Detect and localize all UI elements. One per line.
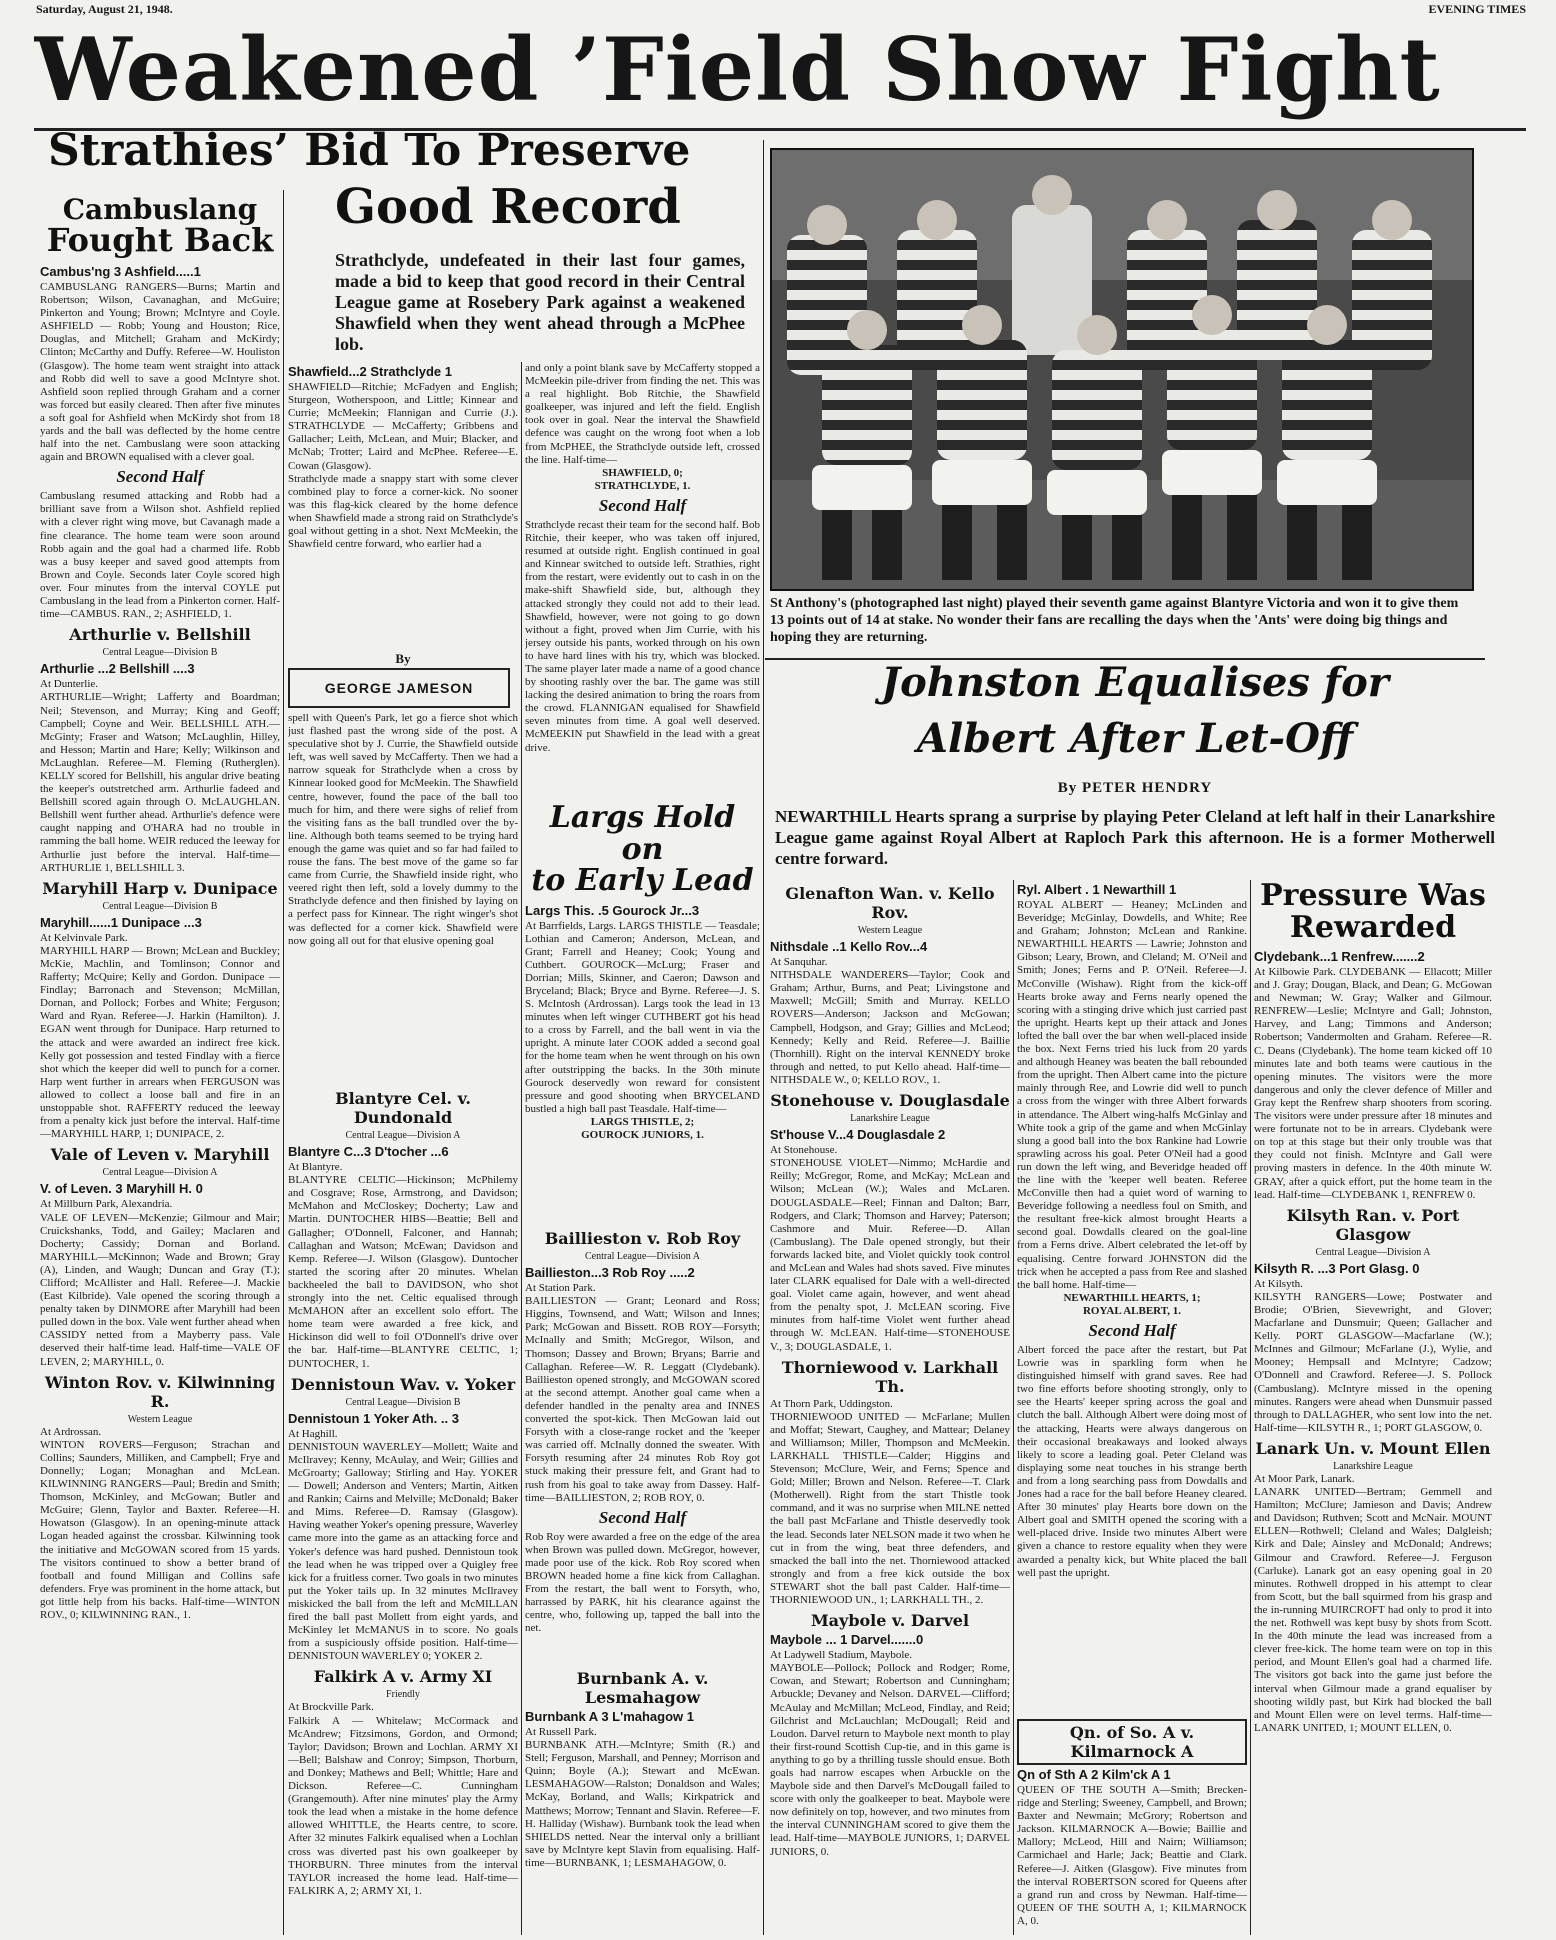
clydebank-report: At Kilbowie Park. CLYDEBANK — Ellacott; Miller and J. Gray; Dougan, Black, and Dean; G. McGowan and Newman; W. Gray; Walker and Gilmour. RENFREW—Leslie; McIntyre and Gall; Johnston, Harvey, and Lang; Timmons and Anderson; Robertson; Vandermolten and Graham. Referee—R. C. Deans (Clydebank). The home team kicked off 10 minutes late and both teams were cautious in the opening minutes. The visitors were the more dangerous and only the clever defence of Miller and Gray kept the Renfrew sharp shooters from scoring. The visitors were under pressure after 18 minutes and were fortunate not to be in arrears. Clydebank were on top at this stage but their only trouble was that they could not finish. McIntyre and Gall were proving masters in defence. In the 40th minute W. GRAY, after a quick effort, put the home team in the lead. Half-time—CLYDEBANK 1, RENFREW 0. xyxy=(1254,966,1492,1201)
game-title: Arthurlie v. Bellshill xyxy=(69,625,251,645)
game-title: Qn. of So. A v. Kilmarnock A xyxy=(1017,1719,1247,1765)
byline-by: By xyxy=(395,651,411,666)
game-title: Winton Rov. v. Kilwinning R. xyxy=(44,1372,276,1411)
baillieston-story xyxy=(525,1225,760,1665)
game-report: WINTON ROVERS—Ferguson; Strachan and Collins; Saunders, Milliken, and Campbell; Frye and Donnelly; Logan; Monaghan and McLean. KILWINNING RANGERS—Paul; Bredin and Smith; Thomson, McKinley, and McGowan; Butler and McGuire; Glenn, Taylor and Baxter. Referee—H. Howatson (Glasgow). In an opening-minute attack Logan headed against the crossbar. Kilwinning took the initiative and McGOWAN scored from 15 yards. The visitors continued to show a better brand of football and found Milligan and Collins safe defenders. Frye was prominent in the home attack, but got little help from his backs. Half-time—WINTON ROV., 0; KILWINNING RAN., 1. xyxy=(40,1438,280,1622)
game-venue: At Sanquhar. xyxy=(770,956,828,969)
game-report: BAILLIESTON — Grant; Leonard and Ross; Higgins, Townsend, and Watt; Wilson and Innes; Park; McGowan and Bissett. ROB ROY—Forsyth; McInally and Smith; McGregor, Wilson, and Thomson; Dassey and Brown; Bryans; Barrie and Callaghan. Referee—W. R. Leggatt (Clydebank). Baillieston opened strongly, and McGOWAN scored at the second attempt. Another goal came when a defender handled in the penalty area and INNES converted the spot-kick. Then McGowan laid out Forsyth with a close-range rocket and the 'keeper was carried off. McInally donned the sweater. With Forsyth resuming after 24 minutes Rob Roy got stuck making their pressure felt, and Grant had to rush from his goal to take away from Dassey. Half-time—BAILLIESTON, 2; ROB ROY, 0. xyxy=(525,1295,760,1504)
photo-caption: St Anthony's (photographed last night) played their seventh game against Blantyre Victoria and won it to give them 13 points out of 14 at stake. No wonder their fans are recalling the days when the 'Ants' were doing big things and hoping they are returning. xyxy=(770,596,1459,645)
game-block xyxy=(770,1358,1010,1608)
game-report: NITHSDALE WANDERERS—Taylor; Cook and Graham; Arthur, Burns, and Peat; Livingstone and Maxwell; McGill; Smith and Murray. KELLO ROVERS—Anderson; Jackson and McGowan; Campbell, Hodgson, and Gray; Gillies and McLeod; Kennedy; Kelly and Reid. Referee—J. Baillie (Thornhill). Right on the interval KENNEDY broke through and netted, to put Kello ahead. Half-time—NITHSDALE W., 0; KELLO ROV., 1. xyxy=(770,969,1010,1086)
column-right xyxy=(1254,880,1492,1935)
game-league: Lanarkshire League xyxy=(850,1113,930,1125)
burnbank-story xyxy=(525,1665,760,1935)
game-venue: At Kilsyth. xyxy=(1254,1277,1303,1290)
game-title: Dennistoun Wav. v. Yoker xyxy=(290,1374,516,1394)
game-report-2: Rob Roy were awarded a free on the edge of the area when Brown was pulled down. McGregor, however, made poor use of the kick. Rob Roy scored when BROWN headed home a fine kick from Callaghan. From the restart, the ball went to Forsyth, who, harrassed by PARK, hit his clearance against the centre, who, following up, tapped the ball into the net. xyxy=(525,1530,760,1635)
masthead-date: Saturday, August 21, 1948. xyxy=(36,2,173,16)
albert-ht-1: NEWARTHILL HEARTS, 1; xyxy=(1063,1291,1201,1304)
game-venue: At Haghill. xyxy=(288,1427,338,1440)
game-title: Blantyre Cel. v. Dundonald xyxy=(335,1089,471,1127)
game-title: Falkirk A v. Army XI xyxy=(313,1667,493,1687)
strathclyde-teams: SHAWFIELD—Ritchie; McFadyen and English; Sturgeon, Wotherspoon, and Little; Kinnear and Currie; McMeekin; Flannigan and Currie (J.). STRATHCLYDE — McCafferty; Gribbens and Gallacher; Leith, McLean, and Muir; Blacker, and McNab; Trotter; Laird and McPhee. Referee—E. Cowan (Glasgow). xyxy=(288,381,518,472)
game-title: Thorniewood v. Larkhall Th. xyxy=(781,1357,999,1396)
game-report: STONEHOUSE VIOLET—Nimmo; McHardie and Reilly; McGregor, Rome, and McKay; McLean and Wilson; McLean (W.); Wales and McLaren. DOUGLASDALE—Reel; Finnan and Dalton; Barr, Rodgers, and Clark; Thomson and Harvey; Paterson; Cashmore and Muir. Referee—D. Allan (Cambuslang). The Dale opened strongly, but their forwards lacked bite, and Violet quickly took control and McLean and Wales had shots saved. Five minutes later CLARK equalised for Dale with a well-directed goal. Violet came again, however, and went ahead from the penalty spot, J. McLEAN scoring. Five minutes from half-time Violet went further ahead through W. McLEAN. Half-time—STONEHOUSE V., 3; DOUGLASDALE, 1. xyxy=(770,1157,1010,1353)
column-rule xyxy=(1013,880,1014,1935)
cambuslang-headline-2: Fought Back xyxy=(46,221,274,260)
game-block xyxy=(1254,1439,1492,1735)
game-league: Central League—Division B xyxy=(345,1396,461,1408)
game-venue: At Thorn Park, Uddingston. xyxy=(770,1397,893,1410)
cambuslang-second-half: Second Half xyxy=(116,467,204,487)
game-title: Vale of Leven v. Maryhill xyxy=(50,1145,270,1165)
game-title: Glenafton Wan. v. Kello Rov. xyxy=(785,884,995,922)
game-score: Dennistoun 1 Yoker Ath. .. 3 xyxy=(288,1410,459,1426)
game-score: Arthurlie ...2 Bellshill ....3 xyxy=(40,661,195,677)
game-score: Burnbank A 3 L'mahagow 1 xyxy=(525,1709,694,1724)
game-score: Maybole ... 1 Darvel.......0 xyxy=(770,1632,924,1648)
game-league: Central League—Division A xyxy=(585,1251,700,1262)
albert-second-half: Second Half xyxy=(1088,1321,1176,1340)
albert-headline-2: Albert After Let-Off xyxy=(916,718,1354,762)
game-venue: At Ladywell Stadium, Maybole. xyxy=(770,1649,913,1662)
clydebank-headline-1: Pressure Was xyxy=(1260,880,1486,913)
game-title: Burnbank A. v. Lesmahagow xyxy=(576,1669,709,1707)
strathclyde-headline-1: Strathies’ Bid To Preserve xyxy=(48,128,691,176)
game-score: Qn of Sth A 2 Kilm'ck A 1 xyxy=(1017,1767,1171,1782)
game-report: BLANTYRE CELTIC—Hickinson; McPhilemy and Cosgrave; Rose, Armstrong, and Davidson; McMahon and McCloskey; Docherty; Law and Martin. DUNTOCHER HIBS—Beattie; Bell and Gallagher; O'Donnell, Falconer, and Hannah; Callaghan and Watson; McEwan; Davidson and Kemp. Referee—J. Wilson (Glasgow). Duntocher started the scoring after 20 minutes. Whelan backheeled the ball to DAVIDSON, who shot strongly into the net. Celtic equalised through McMAHON after an excellent solo effort. The home team were awarded a free kick, and Hickinson did well to foil O'Donnell's drive over the bar. Half-time—BLANTYRE CELTIC, 1; DUNTOCHER, 1. xyxy=(288,1174,518,1370)
albert-headline-1: Johnston Equalises for xyxy=(881,662,1389,706)
left-games xyxy=(40,625,280,1622)
game-league: Lanarkshire League xyxy=(1333,1460,1413,1472)
column-rule xyxy=(763,140,764,1935)
game-league: Friendly xyxy=(386,1689,420,1701)
game-venue: At Millburn Park, Alexandria. xyxy=(40,1198,173,1211)
column-ayr xyxy=(770,880,1010,1935)
largs-headline-1: Largs Hold on xyxy=(549,802,736,867)
game-venue: At Dunterlie. xyxy=(40,678,99,691)
column-left xyxy=(40,195,280,1935)
strathclyde-headline-2: Good Record xyxy=(335,182,681,235)
game-report: ARTHURLIE—Wright; Lafferty and Boardman; Neil; Stevenson, and Murray; King and Geoff; Campbell; Coyne and Weir. BELLSHILL ATH.—McGinty; Fraser and Watson; McLaughlin, Hilley, and Hesson; Martin and Hare; Kelly; Wilkinson and McLaughlan. Referee—M. Fleming (Rutherglen). KELLY scored for Bellshill, his angular drive beating the keeper's outstretched arm. Arthurlie fadeed and Bellshill scored again through O. McLAUGHLAN. Bellshill went further ahead. Arthurlie's defence were caught napping and O'HARA had no trouble in ramming the ball home. WEIR reduced the leeway for Arthurlie just before the interval. Half-time—ARTHURLIE 1, BELLSHILL 3. xyxy=(40,691,280,874)
game-score: Blantyre C...3 D'tocher ...6 xyxy=(288,1144,449,1160)
column-rule xyxy=(521,362,522,1935)
column-strathclyde-1b xyxy=(288,712,518,1082)
game-league: Western League xyxy=(857,925,923,936)
game-block xyxy=(1254,1206,1492,1435)
largs-score: Largs This. .5 Gourock Jr...3 xyxy=(525,902,700,918)
game-report: VALE OF LEVEN—McKenzie; Gilmour and Mair; Cruickshanks, Todd, and Gailey; Maclaren and Docherty; Cassidy; Dornan and Borland. MARYHILL—McKinnon; Wade and Brown; Gray (A), Linden, and Waugh; Duncan and Gray (T.); Clifford; McAllister and Hall. Referee—J. Mackie (East Kilbride). Vale opened the scoring through a penalty taken by DINMORE after Maryhill had been pulled down in the box. Vale went further ahead when CASSIDY netted from a Mayberry pass. Vale deserved their half-time lead. Half-time—VALE OF LEVEN, 2; MARYHILL, 0. xyxy=(40,1211,280,1368)
game-title: Baillieston v. Rob Roy xyxy=(544,1229,741,1248)
game-venue: At Kelvinvale Park. xyxy=(40,931,128,944)
largs-ht-1: LARGS THISTLE, 2; xyxy=(590,1115,695,1128)
game-report: DENNISTOUN WAVERLEY—Mollett; Waite and McIlravey; Kenny, McAulay, and Weir; Gillies and McGroarty; Galloway; Stirling and Hay. YOKER — Dowell; Anderson and Venters; Martin, Aitken and Rankin; Cairns and Melville; McDonald; Baker and Mims. Referee—D. Ramsay (Glasgow). Having weather Yoker's opening pressure, Waverley came more into the game as an attacking force and Yoker's defence was hard pushed. Dennistoun took the lead when he was tripped over a Quigley free kick for a fruitless corner. Two goals in two minutes put the Yoker tails up. In 32 minutes McIlravey miskicked the ball from the left and McMILLAN fired the ball past Mollett from eight yards, and McKinley let McMANUS in to score. No goals from a suspiciously offside position. Half-time—DENNISTOUN WAVERLEY 0; YOKER 2. xyxy=(288,1440,518,1663)
game-score: Nithsdale ..1 Kello Rov...4 xyxy=(770,939,928,955)
game-league: Central League—Division B xyxy=(102,647,218,659)
largs-report: At Barrfields, Largs. LARGS THISTLE — Teasdale; Lothian and Cameron; Anderson, McLean, and Grant; Farrell and Heaney; Cook; Young and Cuthbert. GOUROCK—McLurg; Fraser and Dorrian; Mills, Skinner, and Caeron; Dawson and Bryceland; Black; Bryce and Byrne. Referee—J. S. S. McIntosh (Ardrossan). Largs took the lead in 13 minutes when left winger CUTHBERT got his head to a cross by Farrell, and the ball went in via the upright. A minute later COOK added a second goal for the home team when he went through on his own after outstripping the backs. In the 30th minute Gourock deservedly won reward for consistent pressure and good shooting when BRYCELAND bustled a high ball past Teasdale. Half-time— xyxy=(525,919,760,1115)
strathclyde-report-d: Strathclyde recast their team for the second half. Bob Ritchie, their keeper, who was taken off injured, resumed at outside right. English continued in goal and Kinnear switched to outside left. Strathies, right from the restart, were evidently out to cash in on the make-shift Shawfield side, but, although they attacked strongly they could not add to their lead. Shawfield, however, were not going to go down without a fight, proved when Jim Currie, with his jersey outside his pants, worked through on his own to have hard lines with his try, which was blocked. The same player later made a name of a good chance by shooting rashly over the bar. The game was still lacking the desired animation to bring the roars from the crowd. FLANNIGAN equalised for Shawfield seven minutes from time. A goal well deserved. McMEEKIN put Shawfield in the lead with a great drive. xyxy=(525,518,760,754)
column-albert xyxy=(1017,880,1247,1715)
column-strathclyde-1 xyxy=(288,362,518,662)
game-report: KILSYTH RANGERS—Lowe; Postwater and Brodie; O'Brien, Sievewright, and Glover; Macfarlane and Dunsmuir; Queen; Gallacher and Kelly. PORT GLASGOW—Macfarlane (W.); McInnes and Gilmour; McFarlane (J.), Wylie, and Mooney; Hempsall and McIntyre; Cadzow; O'Donnell and Crawford. Referee—J. S. Pollock (Cambuslang). McIntyre missed in the opening minutes. Rangers were ahead when Dunsmuir passed through to DALLAGHER, who sent low into the net. Half-time—KILSYTH R., 1; PORT GLASGOW, 0. xyxy=(1254,1290,1492,1434)
game-report: MAYBOLE—Pollock; Pollock and Rodger; Rome, Cowan, and Stewart; Robertson and Cunningham; Arbuckle; Devaney and Nelson. DARVEL—Clifford; McAulay and McMillan; McLeod, Findlay, and Reid; Gilchrist and McLauchlan; McDougall; Reid and Loudon. Darvel return to Maybole next month to play their first-round Scottish Cup-tie, and in this game is anything to go by a thrilling tussle should ensue. Both goals had narrow escapes when Arbuckle on the Maybole side and then Darvel's McDougall failed to score with only the goalkeeper to beat. Maybole were now definitely on top, however, and two minutes from the interval CUNNINGHAM scored to give them the lead. Half-time—MAYBOLE JUNIORS, 1; DARVEL JUNIORS, 0. xyxy=(770,1662,1010,1858)
game-score: Baillieston...3 Rob Roy .....2 xyxy=(525,1265,695,1281)
cambuslang-headline-1: Cambuslang xyxy=(62,195,258,226)
game-title: Maryhill Harp v. Dunipace xyxy=(42,878,278,898)
game-block xyxy=(40,1145,280,1368)
game-block xyxy=(40,625,280,875)
strathclyde-report-a: Strathclyde made a snappy start with some clever combined play to force a corner-kick. No sooner was this flag-kick cleared by the home defence when Shawfield made a strong raid on Strathclyde's goal without getting in a shot. Next McMeekin, the Shawfield centre forward, who earlier had a xyxy=(288,472,518,551)
albert-lead: NEWARTHILL Hearts sprang a surprise by playing Peter Cleland at left half in their Lanarkshire League game against Royal Albert at Raploch Park this afternoon. He is a former Motherwell centre forward. xyxy=(775,807,1495,868)
queens-story xyxy=(1017,1715,1247,1935)
game-venue: At Station Park. xyxy=(525,1282,596,1295)
strathclyde-ht-1: SHAWFIELD, 0; xyxy=(602,466,683,479)
strathclyde-score: Shawfield...2 Strathclyde 1 xyxy=(288,364,452,379)
game-block xyxy=(40,1373,280,1623)
albert-report-2: Albert forced the pace after the restart, but Pat Lowrie was in sparkling form when he distinguished himself with grand saves. Ree had two fine efforts before shooting strongly, only to see the Hearts' keeper spring across the goal and clutch the ball. Although Albert were doing most of the attacking, Hearts were always dangerous on their occasional breakaways and looked always likely to score a leading goal. Peter Cleland was displaying some neat touches in his strange berth and from a long searching pass from Dowdalls and Jones had a race for the ball before Heaney cleared. After 30 minutes' play Hearts bore down on the Albert goal and SMITH opened the scoring with a well-placed drive. Inside two minutes Albert were given a chance to restore equality when they were awarded a penalty kick, but White placed the ball well past the upright. xyxy=(1017,1344,1247,1579)
game-venue: At Ardrossan. xyxy=(40,1425,102,1438)
game-league: Central League—Division A xyxy=(1315,1246,1431,1258)
largs-story xyxy=(525,802,760,1222)
game-block xyxy=(770,1611,1010,1859)
game-venue: At Stonehouse. xyxy=(770,1144,838,1157)
albert-report: ROYAL ALBERT — Heaney; McLinden and Beveridge; McGinlay, Dowdells, and White; Ree and Graham; Johnston; McLean and Rankine. NEWARTHILL HEARTS — Lawrie; Johnston and Gibson; Leary, Brown, and Cleland; M. O'Neil and Smith; Jones; Ferns and P. O'Neil. Referee—J. McConville (Wishaw). Right from the kick-off Hearts broke away and Ferns nearly opened the scoring with a stinging drive which just carried past the upright. Hearts kept up their attack and Jones lofted the ball over the bar when well-placed inside the box. Next Ferns tried his luck from 20 yards and although Heaney was beaten the ball rebounded from the upright. Then Albert came into the picture mainly through Ree, and Lowrie did well to punch a cross from the winger with three Albert forwards in attendance. The Albert wing-halfs McGinlay and White took a grip of the game and when McGinlay slung a good ball into the box Rankine had Lowrie sprawling across his goal. Peter O'Neil had a good run down the left wing, and Beveridge headed off the line with the 'keeper well beaten. Referee McConville then had a quiet word of warning to Beveridge following a needless foul on Smith, and the resultant free-kick almost brought Hearts a second goal. Dowdalls cleared on the goal-line from a Ferns drive. Albert celebrated the let-off by equalising. Centre forward JOHNSTON did the trick when he accepted a pass from Ree and slashed the ball home. Half-time— xyxy=(1017,899,1247,1291)
game-report: MARYHILL HARP — Brown; McLean and Buckley; McKie, Machlin, and Tomlinson; Connor and Rafferty; McQuire; Kelly and Gordon. Dunipace — Findlay; Barronach and Stevenson; McMillan, Dornan, and Pollock; Forbes and White; Ferguson; Ward and Ryan. Referee—J. Harkin (Hamilton). J. EGAN went through for Dunipace. Harp returned to the attack and were awarded an indirect free kick. Kelly got possession and tested Findlay with a fierce shot which the keeper did well to punch for a corner. Harp went further in arrears when FERGUSON was allowed to collect a loose ball and fire in an unstoppable shot. RAFFERTY reduced the leeway from a penalty kick just before the interval. Half-time—MARYHILL HARP, 1; DUNIPACE, 2. xyxy=(40,944,280,1141)
game-venue: At Moor Park, Lanark. xyxy=(1254,1473,1355,1485)
game-block xyxy=(288,1089,518,1371)
game-block xyxy=(288,1375,518,1664)
banner-headline: Weakened ’Field Show Fight xyxy=(34,18,1441,121)
game-title: Maybole v. Darvel xyxy=(810,1611,970,1631)
game-venue: At Blantyre. xyxy=(288,1161,343,1174)
cambuslang-report-2: Cambuslang resumed attacking and Robb had a brilliant save from a Wilson shot. Ashfield replied with a clever right wing move, but Cavanagh made a fine clearance. The home team were soon around Robb again and the goal had a charmed life. Robb was a busy keeper and saved good attempts from Brown and Coyle. Seconds later Coyle scored high over. Four minutes from the interval COYLE put Cambuslang in the lead from a Pinkerton corner. Half-time—CAMBUS. RAN., 2; ASHFIELD, 1. xyxy=(40,490,280,621)
game-block xyxy=(40,879,280,1142)
mid-games xyxy=(288,1085,518,1935)
clydebank-score: Clydebank...1 Renfrew.......2 xyxy=(1254,949,1425,964)
strathclyde-lead: Strathclyde, undefeated in their last four games, made a bid to keep that good record in their Central League game at Rosebery Park against a weakened Shawfield when they went ahead through a McPhee lob. xyxy=(335,250,745,354)
game-score: Maryhill......1 Dunipace ...3 xyxy=(40,914,202,930)
game-league: Central League—Division A xyxy=(345,1130,461,1141)
strathclyde-ht-2: STRATHCLYDE, 1. xyxy=(594,479,691,492)
game-report: QUEEN OF THE SOUTH A—Smith; Brecken-ridge and Sterling; Sweeney, Campbell, and Brown; Baxter and Newmain; McGrory; Robertson and Jackson. KILMARNOCK A—Bowie; Baillie and Mallory; McLeod, Hill and Nairn; Williamson; Carmichael and Harle; Jack; Beattie and Clark. Referee—J. Aitken (Glasgow). Five minutes from the interval ROBERTSON scored for Queens after a grand run and cross by Newman. Half-time—QUEEN OF THE SOUTH A, 1; KILMARNOCK A, 0. xyxy=(1017,1784,1247,1927)
game-report: BURNBANK ATH.—McIntyre; Smith (R.) and Stell; Ferguson, Marshall, and Penney; Morrison and Quinn; Boyle (A.); Stewart and McEwan. LESMAHAGOW—Ralston; Donaldson and Wales; McKay, Borland, and Walls; Kirkpatrick and Matthews; Morrow; Tennant and Slavin. Referee—F. H. Halliday (Wishaw). Burnbank took the lead when SHIELDS netted. Near the interval only a brilliant save by McIntyre kept Slavin from equalising. Half-time—BURNBANK, 1; LESMAHAGOW, 0. xyxy=(525,1739,760,1869)
game-block xyxy=(288,1667,518,1898)
game-block xyxy=(770,1091,1010,1354)
game-league: Central League—Division B xyxy=(102,900,218,912)
game-league: Central League—Division A xyxy=(102,1167,218,1179)
game-score: Kilsyth R. ...3 Port Glasg. 0 xyxy=(1254,1260,1420,1276)
game-score: V. of Leven. 3 Maryhill H. 0 xyxy=(40,1181,203,1197)
column-rule xyxy=(1250,880,1251,1935)
game-league: Western League xyxy=(127,1413,193,1425)
strathclyde-second-half: Second Half xyxy=(598,495,687,515)
clydebank-headline-2: Rewarded xyxy=(1289,909,1457,945)
baillieston-second-half: Second Half xyxy=(598,1507,687,1527)
game-block xyxy=(770,884,1010,1087)
game-venue: At Brockville Park. xyxy=(288,1701,374,1714)
reporter-name: GEORGE JAMESON xyxy=(288,668,510,708)
albert-score: Ryl. Albert . 1 Newarthill 1 xyxy=(1017,882,1177,897)
game-title: Lanark Un. v. Mount Ellen xyxy=(1255,1438,1491,1458)
strathclyde-report-b: spell with Queen's Park, let go a fierce shot which just flashed past the wrong side of the post. A speculative shot by J. Currie, the Shawfield outside left, was well saved by McCafferty. Then we had a narrow squeak for Strathclyde when a cross by Kinnear looked good for McMeekin. The Shawfield centre, however, found the pace of the ball too much for him, and there were sighs of relief from the visiting fans as the ball trundled over the by-line. Although both teams seemed to be trying hard enough the game was quiet and so far had failed to rouse the fans. The best move of the game so far came from Currie, the Shawfield inside right, who veered right then left, sold a lovely dummy to the Strathclyde defence and then finished by laying on a perfect pass for Kinnear. The right winger's shot was deflected for a corner kick. Shawfield were now going all out for that elusive opening goal xyxy=(288,712,518,947)
team-photograph xyxy=(770,148,1474,591)
game-report: Falkirk A — Whitelaw; McCormack and McAndrew; Fitzsimons, Gordon, and Ormond; Taylor; Davidson; Brown and Lochlan. ARMY XI—Bell; Balshaw and Conroy; Simpson, Thorburn, and Donkey; Mathews and Bell; Whittle; Hare and Dickson. Referee—C. Cunningham (Grangemouth). After nine minutes' play the Army took the lead when a mistake in the home defence allowed WHITTLE, the Hearts centre, to score. After 32 minutes Falkirk equalised when a Lochlan cross was diverted past his own goalkeeper by THORBURN. Three minutes from the interval TAYLOR increased the home lead. Half-time—FALKIRK A, 2; ARMY XI, 1. xyxy=(288,1714,518,1897)
game-report: THORNIEWOOD UNITED — McFarlane; Mullen and Moffat; Stewart, Caughey, and Mattear; Delaney and Williamson; Miller, Thompson and McMeekin. LARKHALL THISTLE—Calder; Higgins and Stevenson; McClure, Weir, and Ferns; Spence and Gold; Miller; Brown and Nelson. Referee—T. Clark (Motherwell). Right from the start Thistle took command, and it was no surprise when MILNE netted the ball past McFarlane and Thistle deservedly took the lead. Seconds later NELSON made it two when he cut in from the wing, beat three defenders, and smacked the ball into the net. Thorniewood attacked strongly and from a free kick outside the box STEWART shot the ball past Calder. Half-time—THORNIEWOOD UN., 1; LARKHALL TH., 2. xyxy=(770,1410,1010,1607)
column-rule xyxy=(283,190,284,1935)
strathclyde-report-c: and only a point blank save by McCafferty stopped a McMeekin pile-driver from finding the net. This was a real highlight. Bob Ritchie, the Shawfield goalkeeper, was injured and left the field. English took over in goal. Near the interval the Shawfield defence was caught on the wrong foot when a lob from McPHEE, the Strathclyde outside left, crossed the line. Half-time— xyxy=(525,362,760,466)
game-report: LANARK UNITED—Bertram; Gemmell and Hamilton; McClure; Jamieson and Davis; Andrew and Davidson; Ruthven; Scott and McNair. MOUNT ELLEN—Rothwell; Cleland and Wales; Dalgleish; Kirk and Dale; Ainsley and McDonald; Andrews; Gilmour and Crawford. Referee—J. Ferguson (Carluke). Lanark got an easy opening goal in 20 minutes. Rothwell dropped in his attempt to clear from Scott, but the ball squirmed from his grasp and the in-running MUIRCROFT had only to prod it into the net. Rothwell was kept busy by shots from Scott. In the 40th minute the lead was increased from a clever free-kick. The home team were on top in this period, and Mount Ellen's goal had a charmed life. The visitors got back into the game just before the interval when Gilmour made a grand equaliser by shooting wildly past, but Kirk had blocked the ball and Mount Ellen were on level terms. Half-time—LANARK UNITED, 1; MOUNT ELLEN, 0. xyxy=(1254,1486,1492,1734)
section-rule xyxy=(765,658,1485,660)
game-venue: At Russell Park. xyxy=(525,1726,597,1738)
game-title: Stonehouse v. Douglasdale xyxy=(770,1091,1010,1111)
cambuslang-report: CAMBUSLANG RANGERS—Burns; Martin and Robertson; Wilson, Cavanaghan, and McGuire; Pinkerton and Young; Brown; McIntyre and Coyle. ASHFIELD — Robb; Young and Houston; Rice, Douglas, and Mitchell; Graham and McKirdy; Clinton; McCarthy and Duffy. Referee—W. Houliston (Glasgow). The home team went straight into attack and Robb did well to save a good McIntyre shot. Ashfield soon replied through Graham and a corner was forced but easily cleared. Then after five minutes a soft goal for Ashfield when McKirdy shot from 18 yards and the ball was deflected by the home centre half into the net. Cambuslang were soon attacking again and BROWN equalised with a clever goal. xyxy=(40,280,280,464)
game-title: Kilsyth Ran. v. Port Glasgow xyxy=(1286,1205,1460,1244)
albert-ht-2: ROYAL ALBERT, 1. xyxy=(1082,1304,1182,1317)
largs-ht-2: GOUROCK JUNIORS, 1. xyxy=(581,1129,704,1141)
largs-headline-2: to Early Lead xyxy=(531,863,754,898)
team-photo-image xyxy=(772,150,1472,589)
cambuslang-score: Cambus'ng 3 Ashfield.....1 xyxy=(40,263,201,279)
game-score: St'house V...4 Douglasdale 2 xyxy=(770,1127,946,1143)
albert-byline: By PETER HENDRY xyxy=(1057,780,1213,796)
masthead-paper: EVENING TIMES xyxy=(1428,2,1526,16)
column-strathclyde-2 xyxy=(525,362,760,802)
